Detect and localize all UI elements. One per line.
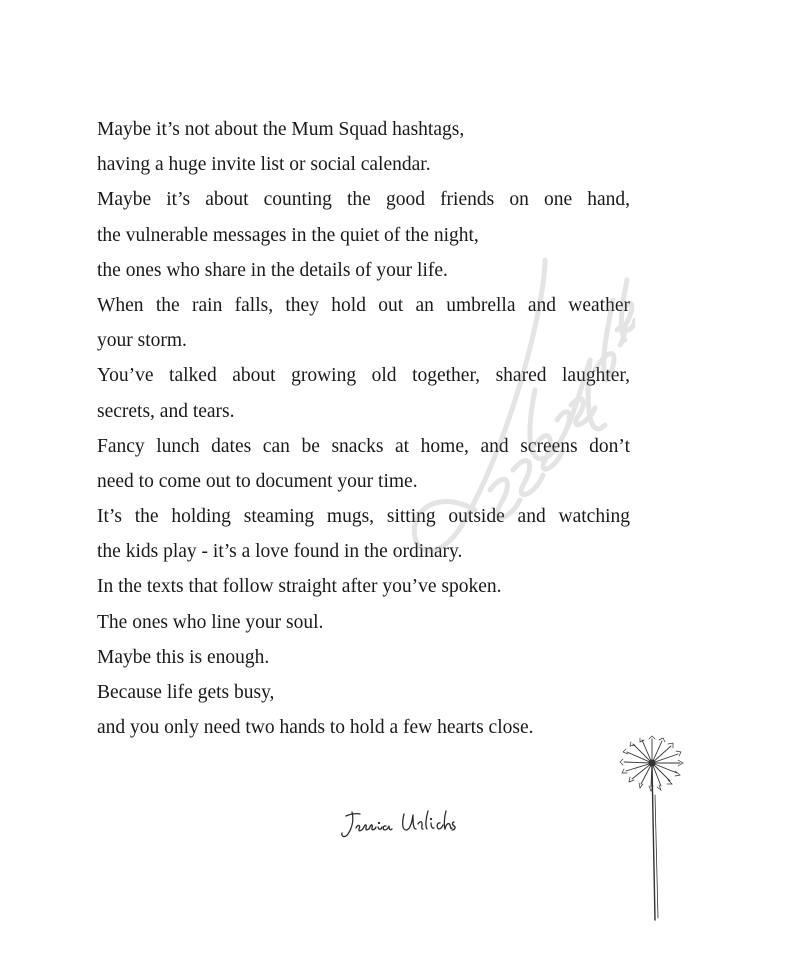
dandelion-icon — [618, 735, 690, 925]
poem-line-16: Maybe this is enough. — [97, 646, 270, 668]
poem-line-8: You’ve talked about growing old together, shared laughter, — [97, 365, 630, 387]
poem-line-10: Fancy lunch dates can be snacks at home, and screens don’t — [97, 435, 630, 457]
poem-line-1: Maybe it’s not about the Mum Squad hashtags, — [97, 119, 465, 140]
poem-line-11: need to come out to document your time. — [97, 470, 418, 492]
poem-line-3: Maybe it’s about counting the good friends on one hand, — [97, 189, 630, 211]
poem-line-4: the vulnerable messages in the quiet of the night, — [97, 224, 479, 246]
poem-line-17: Because life gets busy, — [97, 682, 275, 703]
poem-line-13: the kids play - it’s a love found in the ordinary. — [97, 541, 463, 563]
poem-line-14: In the texts that follow straight after you’ve spoken. — [97, 576, 502, 598]
poem-line-12: It’s the holding steaming mugs, sitting outside and watching — [97, 506, 630, 528]
poem-line-7: your storm. — [97, 330, 187, 352]
poem-line-9: secrets, and tears. — [97, 400, 235, 422]
poem-line-5: the ones who share in the details of your life. — [97, 259, 448, 281]
poem-line-2: having a huge invite list or social calendar. — [97, 154, 431, 176]
poem-line-18: and you only need two hands to hold a few hearts close. — [97, 717, 534, 739]
poem-line-6: When the rain falls, they hold out an umbrella and weather — [97, 294, 630, 316]
poem-line-15: The ones who line your soul. — [97, 611, 324, 633]
poem — [97, 112, 657, 745]
signature — [338, 806, 458, 842]
